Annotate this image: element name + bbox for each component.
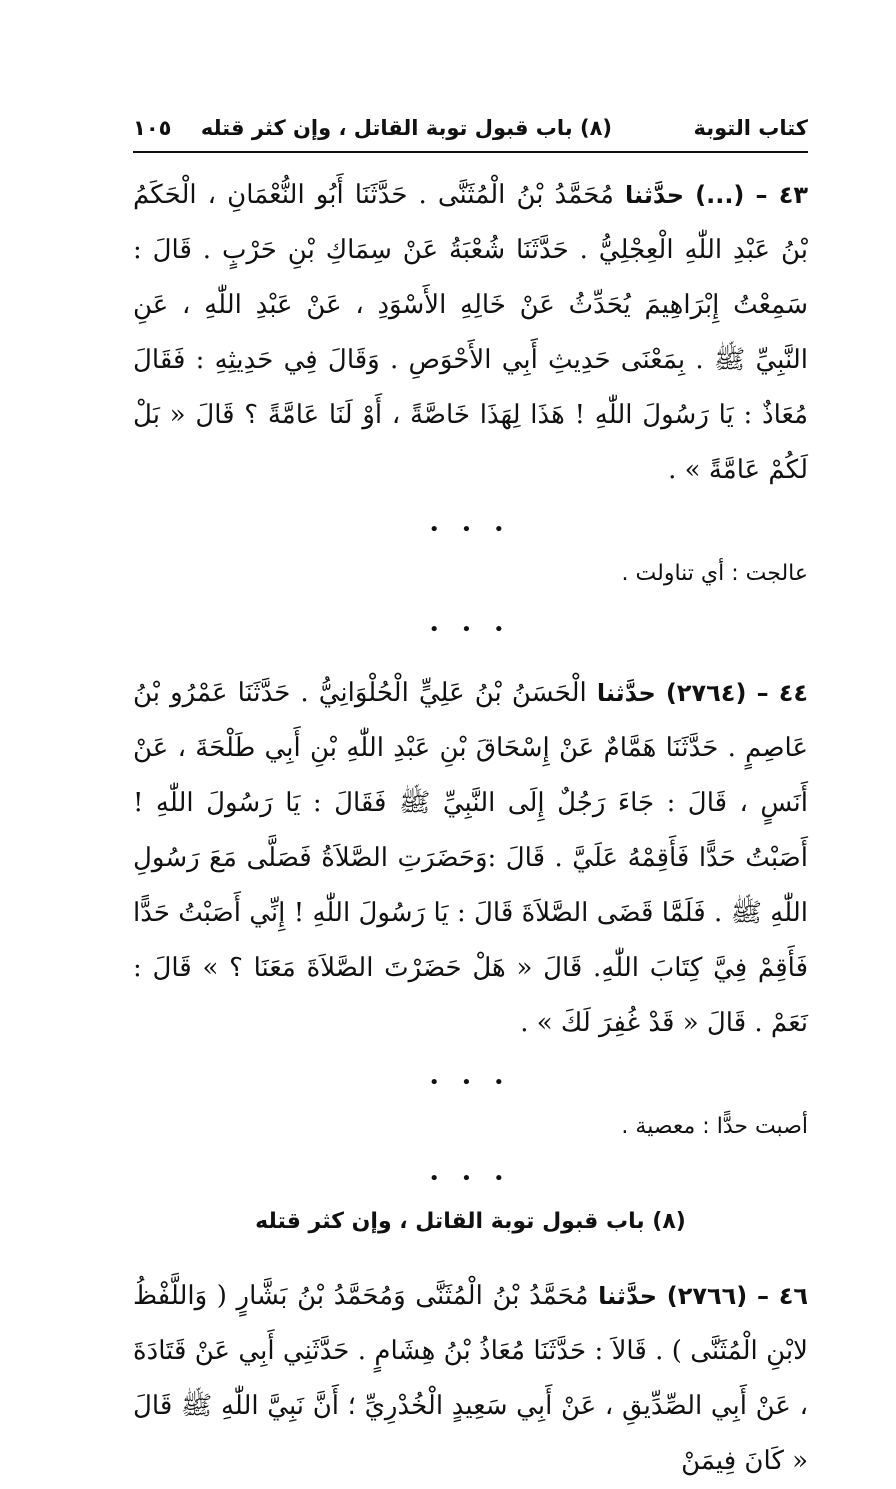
section-separator: • • • (428, 1168, 513, 1189)
section-separator: • • • (428, 1072, 513, 1093)
page-body (133, 168, 808, 1489)
section-separator: • • • (428, 519, 513, 540)
hadith-lead: حدَّثنا (625, 181, 685, 209)
book-title: كتاب التوبة (693, 116, 808, 140)
hadith-number: ٤٦ – (٢٧٦٦) (666, 1282, 808, 1310)
hadith-46 (133, 1269, 808, 1489)
hadith-text: مُحَمَّدُ بْنُ الْمُثَنَّى . حَدَّثَنَا أَبُو النُّعْمَانِ ، الْحَكَمُ بْنُ عَبْدِ اللّٰهِ الْعِجْلِيُّ . حَدَّثَنَا شُعْبَةُ عَنْ سِمَاكِ بْنِ حَرْبٍ . قَالَ : سَمِعْتُ إِبْرَاهِيمَ يُحَدِّثُ عَنْ خَالِهِ الأَسْوَدِ ، عَنْ عَبْدِ اللّٰهِ ، عَنِ النَّبِيِّ ﷺ . بِمَعْنَى حَدِيثِ أَبِي الأَحْوَصِ . وَقَالَ فِي حَدِيثِهِ : فَقَالَ مُعَاذٌ : يَا رَسُولَ اللّٰهِ ! هَذَا لِهَذَا خَاصَّةً ، أَوْ لَنَا عَامَّةً ؟ قَالَ « بَلْ لَكُمْ عَامَّةً » . (133, 180, 808, 485)
footnote-gloss: أصبت حدًّا : معصية . (621, 1114, 808, 1139)
hadith-text: مُحَمَّدُ بْنُ الْمُثَنَّى وَمُحَمَّدُ بْنُ بَشَّارٍ ( وَاللَّفْظُ لابْنِ الْمُثَنَّى ) . قَالاَ : حَدَّثَنَا مُعَاذُ بْنُ هِشَامٍ . حَدَّثَنِي أَبِي عَنْ قَتَادَةَ ، عَنْ أَبِي الصِّدِّيقِ ، عَنْ أَبِي سَعِيدٍ الْخُدْرِيِّ ؛ أَنَّ نَبِيَّ اللّٰهِ ﷺ قَالَ « كَانَ فِيمَنْ (133, 1281, 808, 1476)
footnote-gloss: عالجت : أي تناولت . (621, 561, 808, 586)
hadith-number: ٤٣ – (...) (695, 181, 809, 209)
header-rule (133, 151, 808, 153)
hadith-text: الْحَسَنُ بْنُ عَلِيٍّ الْحُلْوَانِيُّ . حَدَّثَنَا عَمْرُو بْنُ عَاصِمٍ . حَدَّثَنَا هَمَّامٌ عَنْ إِسْحَاقَ بْنِ عَبْدِ اللّٰهِ بْنِ أَبِي طَلْحَةَ ، عَنْ أَنَسٍ ، قَالَ : جَاءَ رَجُلٌ إِلَى النَّبِيِّ ﷺ فَقَالَ : يَا رَسُولَ اللّٰهِ ! أَصَبْتُ حَدًّا فَأَقِمْهُ عَلَيَّ . قَالَ :وَحَضَرَتِ الصَّلاَةُ فَصَلَّى مَعَ رَسُولِ اللّٰهِ ﷺ . فَلَمَّا قَضَى الصَّلاَةَ قَالَ : يَا رَسُولَ اللّٰهِ ! إِنِّي أَصَبْتُ حَدًّا فَأَقِمْ فِيَّ كِتَابَ اللّٰهِ. قَالَ « هَلْ حَضَرْتَ الصَّلاَةَ مَعَنَا ؟ » قَالَ : نَعَمْ . قَالَ « قَدْ غُفِرَ لَكَ » . (133, 678, 808, 1038)
hadith-43 (133, 168, 808, 498)
page-number: ١٠٥ (133, 116, 172, 140)
running-header (133, 112, 808, 150)
chapter-heading: (٨) باب قبول توبة القاتل ، وإن كثر قتله (255, 1209, 686, 1234)
hadith-44 (133, 666, 808, 1051)
section-separator: • • • (428, 619, 513, 640)
hadith-lead: حدَّثنا (596, 679, 656, 707)
hadith-lead: حدَّثنا (598, 1282, 658, 1310)
header-chapter-title: (٨) باب قبول توبة القاتل ، وإن كثر قتله (200, 116, 612, 140)
hadith-number: ٤٤ – (٢٧٦٤) (665, 679, 809, 707)
